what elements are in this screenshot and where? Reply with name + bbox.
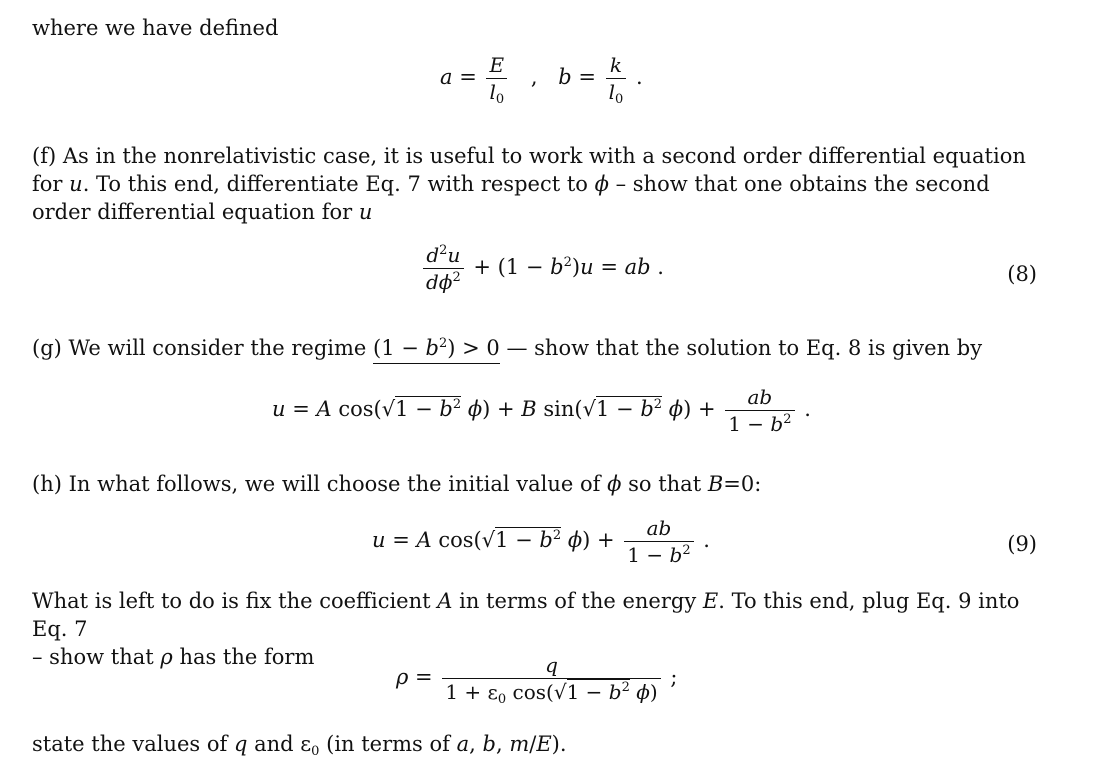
rho-equation: ρ = $\frac{q}{1 + \varepsilon_0 \cos(√1 - b^2 \phi)}$ ;	[396, 653, 678, 707]
general-solution-equation: u = A $\cos(√1 - b^2$ ϕ) + B $\sin(√1 - b^2$ ϕ) + $\frac{ab}{1 - b^2}$ .	[272, 385, 811, 436]
part-g-paragraph: (g) We will consider the regime $(1 - b^2) > 0$ — show that the solution to Eq. 8 is given by	[32, 334, 1042, 362]
intro-text: where we have defined	[32, 16, 279, 40]
equation-8-number: (8)	[1007, 262, 1037, 286]
final-paragraph: What is left to do is fix the coefficient A in terms of the energy E. To this end, plug Eq. 9 into Eq. 7 – show that ρ has the form	[32, 589, 1020, 669]
equation-8: $\frac{d^2u}{d\phi^2}$ + $(1 - b^2)u$ = ab .	[420, 244, 664, 293]
part-h-paragraph: (h) In what follows, we will choose the initial value of ϕ so that B=0:	[32, 472, 762, 496]
definition-equation: a = $\frac{E}{l_0}$ , b = $\frac{k}{l_0}$ .	[440, 53, 643, 107]
fraction-b: $\frac{k}{l_0}$	[606, 54, 627, 103]
equation-9: u = A $\cos(√1 - b^2$ ϕ) + $\frac{ab}{1 - b^2}$ .	[372, 516, 710, 567]
fraction-a: $\frac{E}{l_0}$	[486, 54, 507, 103]
part-f-paragraph: (f) As in the nonrelativistic case, it is useful to work with a second order differential equation for u. To this end, differentiate Eq. 7 with respect to ϕ – show that one obtains the second order differential equation for u	[32, 144, 1026, 224]
closing-sentence: state the values of q and $\varepsilon_0$ (in terms of a, b, m/E).	[32, 732, 567, 759]
regime-condition: $(1 - b^2) > 0$	[373, 336, 500, 364]
equation-9-number: (9)	[1007, 532, 1037, 556]
